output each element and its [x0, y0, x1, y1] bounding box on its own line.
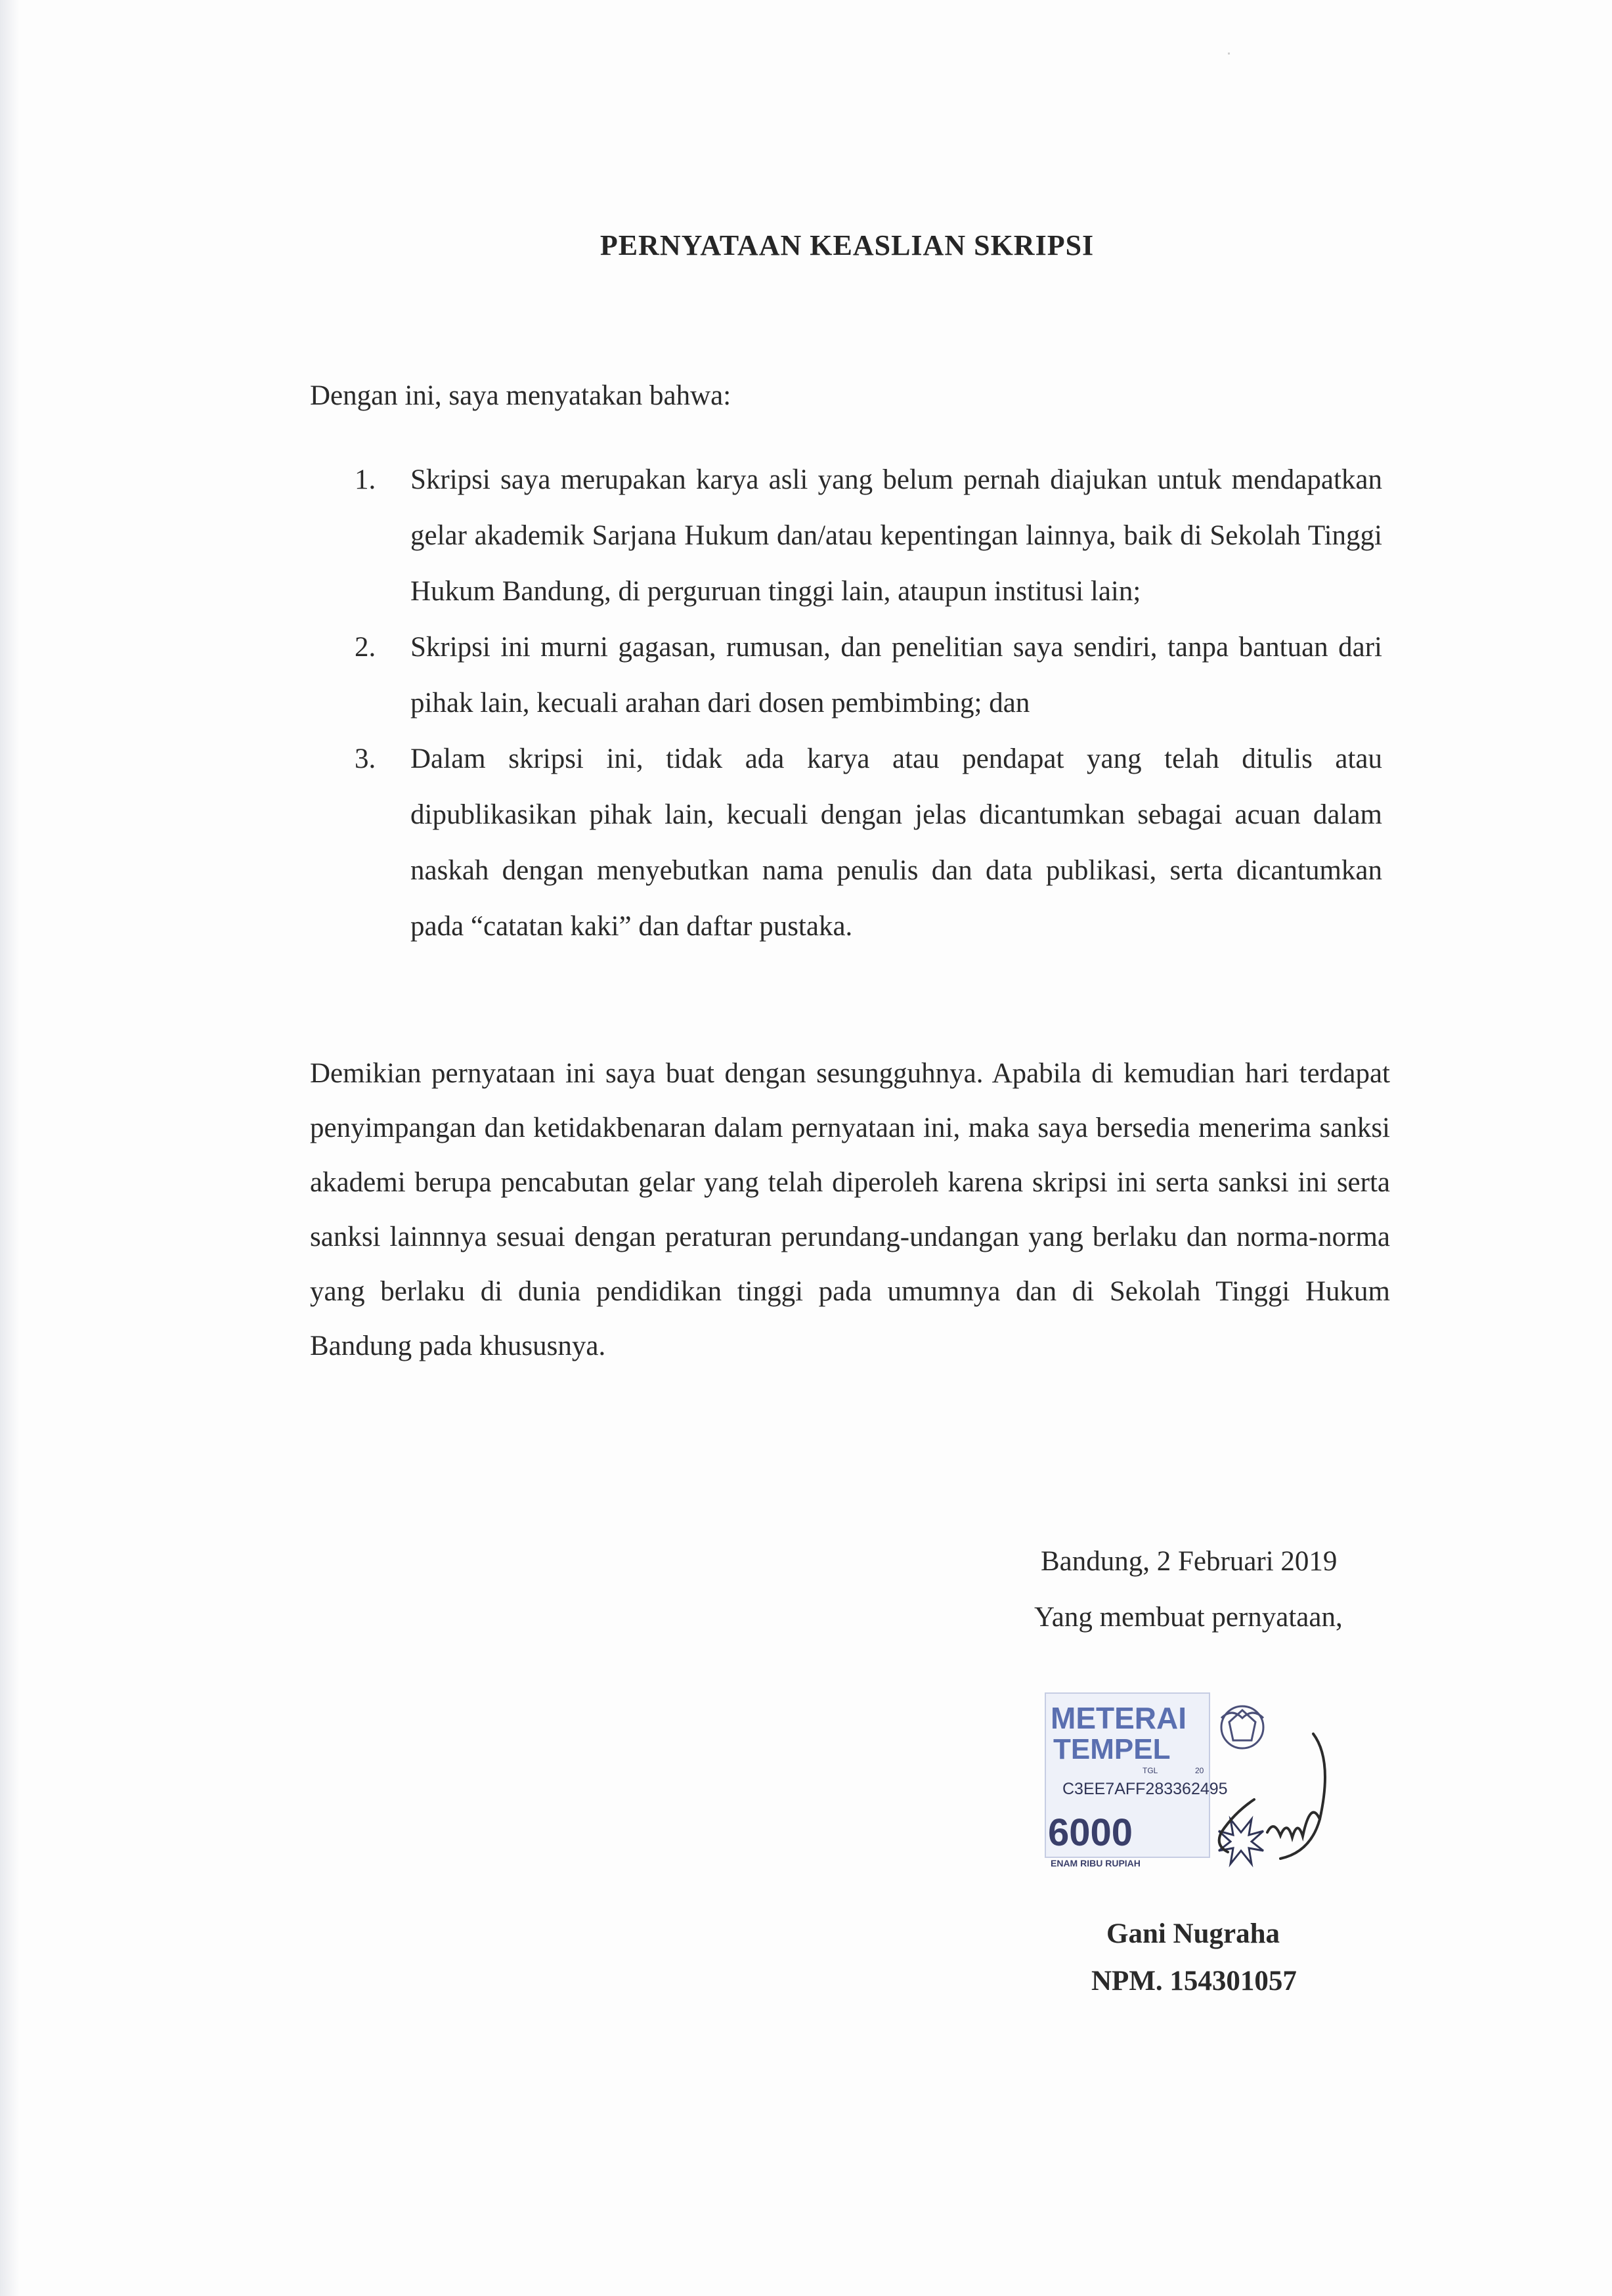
- stamp-serial: C3EE7AFF283362495: [1062, 1780, 1228, 1798]
- list-item-number: 3.: [355, 743, 376, 774]
- closing-paragraph: Demikian pernyataan ini saya buat dengan sesungguhnya. Apabila di kemudian hari terdapat penyimpangan dan ketidakbenaran dalam pernyataan ini, maka saya bersedia menerima sanksi akademi berupa pencabutan gelar yang telah diperoleh karena skripsi ini serta sanksi ini serta sanksi lainnnya sesuai dengan peraturan perundang-undangan yang berlaku dan norma-norma yang berlaku di dunia pendidikan tinggi pada umumnya dan di Sekolah Tinggi Hukum Bandung pada khususnya.: [310, 1058, 1390, 1361]
- list-item-number: 2.: [355, 632, 376, 663]
- list-item-text: Skripsi ini murni gagasan, rumusan, dan penelitian saya sendiri, tanpa bantuan dari pihak lain, kecuali arahan dari dosen pembimbing; dan: [410, 632, 1382, 718]
- statement-list: [355, 452, 1382, 954]
- list-item: [355, 619, 1382, 731]
- scan-edge-shadow: [0, 0, 20, 2296]
- scan-speck: [1228, 53, 1230, 55]
- signer-npm: NPM. 154301057: [1091, 1966, 1297, 1997]
- stamp-value-words: ENAM RIBU RUPIAH: [1051, 1858, 1141, 1868]
- handwritten-signature: [1182, 1721, 1340, 1891]
- maker-label: Yang membuat pernyataan,: [1034, 1602, 1343, 1633]
- list-item-number: 1.: [355, 464, 376, 495]
- stamp-line1: METERAI: [1051, 1701, 1187, 1735]
- list-item: [355, 731, 1382, 954]
- list-item: [355, 452, 1382, 619]
- place-date: Bandung, 2 Februari 2019: [1041, 1546, 1338, 1577]
- stamp-year: 20: [1195, 1766, 1204, 1775]
- stamp-tgl: TGL: [1143, 1766, 1158, 1775]
- document-title: PERNYATAAN KEASLIAN SKRIPSI: [599, 229, 1095, 261]
- list-item-text: Dalam skripsi ini, tidak ada karya atau pendapat yang telah ditulis atau dipublikasikan pihak lain, kecuali dengan jelas dicantumkan sebagai acuan dalam naskah dengan menyebutkan nama penulis dan data publikasi, serta dicantumkan pada “catatan kaki” dan daftar pustaka.: [410, 743, 1382, 942]
- intro-text: Dengan ini, saya menyatakan bahwa:: [310, 380, 731, 411]
- list-item-text: Skripsi saya merupakan karya asli yang belum pernah diajukan untuk mendapatkan gelar akademik Sarjana Hukum dan/atau kepentingan lainnya, baik di Sekolah Tinggi Hukum Bandung, di perguruan tinggi lain, ataupun institusi lain;: [410, 464, 1382, 607]
- stamp-value: 6000: [1048, 1811, 1133, 1854]
- stamp-line2: TEMPEL: [1053, 1733, 1171, 1765]
- signer-name: Gani Nugraha: [1106, 1918, 1280, 1949]
- signature-block: [1034, 1534, 1402, 1645]
